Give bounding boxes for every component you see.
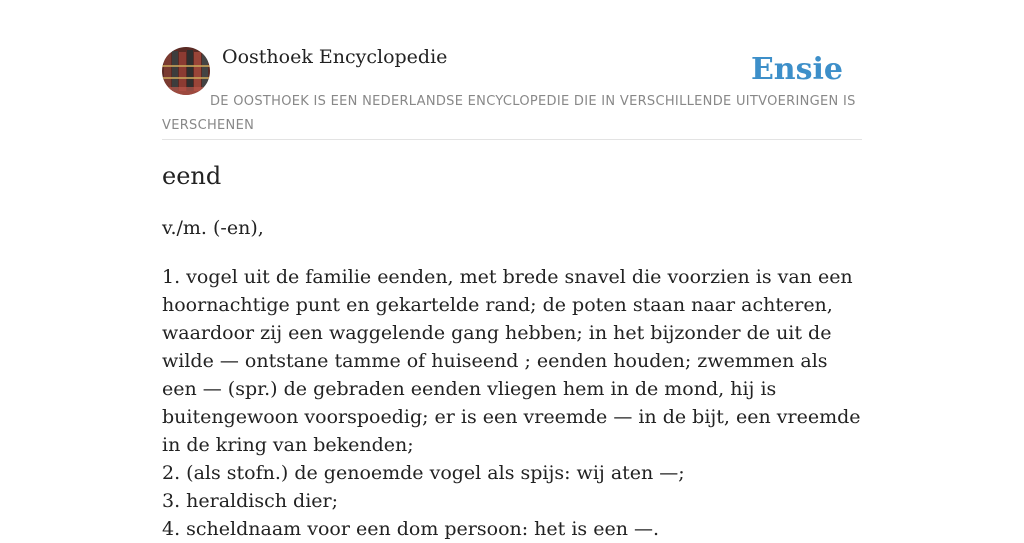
definition-item: 1. vogel uit de familie eenden, met brede snavel die voorzien is van een hoornachtige punt en gekartelde rand; de poten staan naar achteren, waardoor zij een waggelende gang hebben; in het bijzonder de uit de wilde — ontstane tamme of huiseend ; eenden houden; zwemmen als een — (spr.) de gebraden eenden vliegen hem in de mond, hij is buitengewoon voorspoedig; er is een vreemde — in de bijt, een vreemde in de kring van bekenden;	[162, 266, 861, 456]
entry-title: eend	[162, 162, 222, 190]
definition-item: 4. scheldnaam voor een dom persoon: het is een —.	[162, 518, 660, 540]
site-tagline: DE OOSTHOEK IS EEN NEDERLANDSE ENCYCLOPEDIE DIE IN VERSCHILLENDE UITVOERINGEN IS VERSCHENEN	[162, 94, 856, 133]
grammar-info: v./m. (-en),	[162, 217, 264, 239]
definitions	[162, 263, 862, 543]
books-icon	[162, 47, 210, 95]
site-title[interactable]: Oosthoek Encyclopedie	[222, 46, 448, 68]
brand-logo[interactable]: Ensie	[750, 52, 843, 87]
definition-item: 3. heraldisch dier;	[162, 490, 339, 512]
definition-item: 2. (als stofn.) de genoemde vogel als spijs: wij aten —;	[162, 462, 685, 484]
avatar[interactable]	[162, 47, 210, 95]
header-divider	[162, 139, 862, 140]
